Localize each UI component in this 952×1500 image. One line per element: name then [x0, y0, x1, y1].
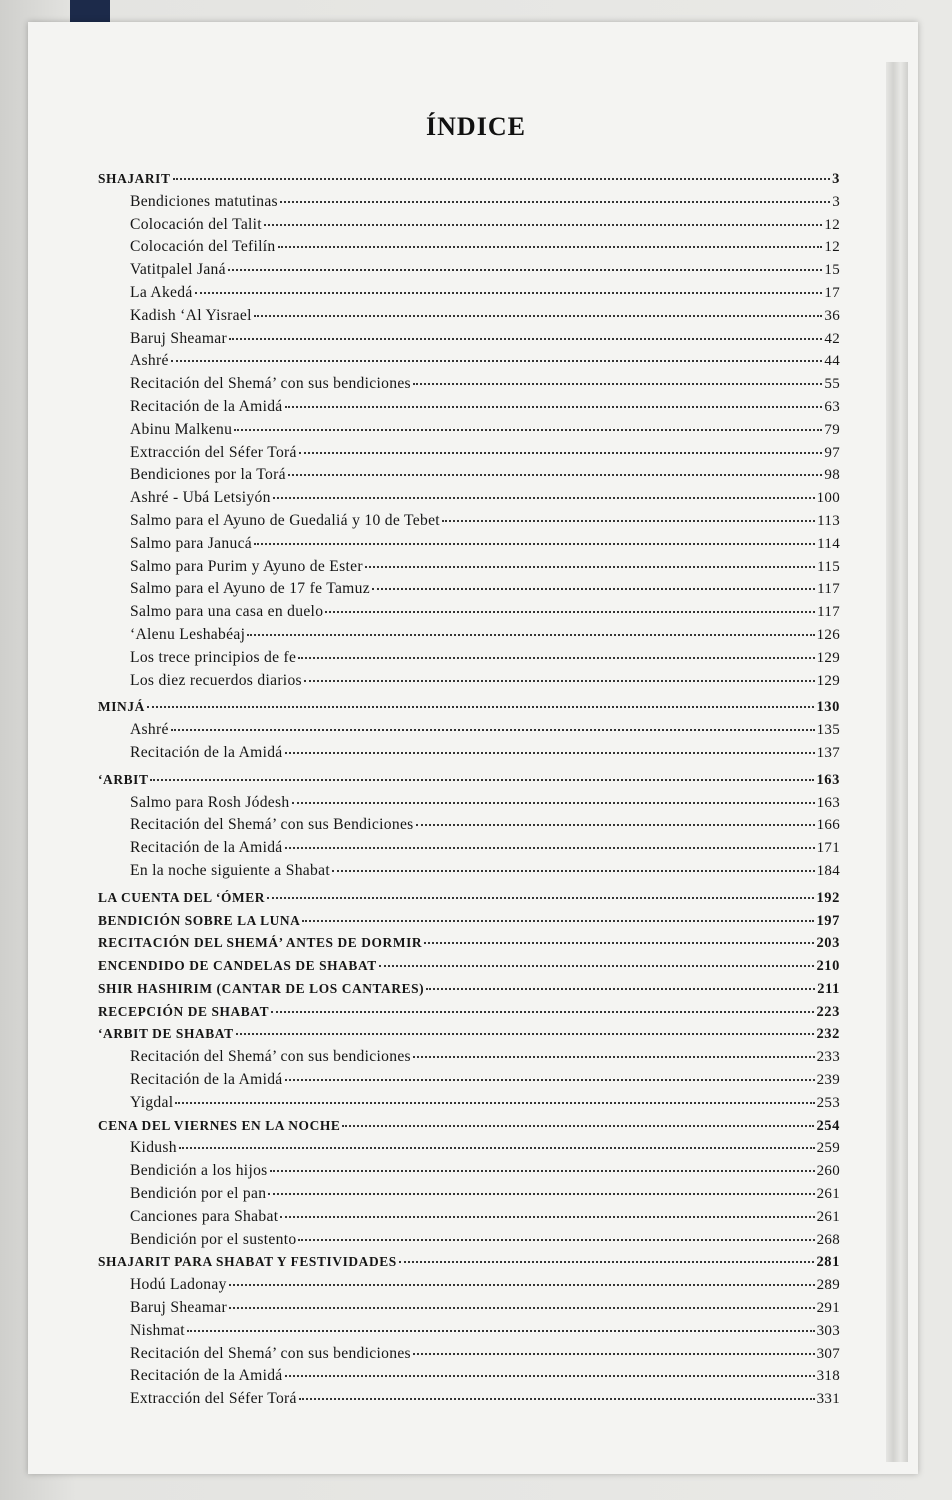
dot-leader	[288, 473, 823, 476]
toc-page-number: 100	[816, 490, 840, 507]
toc-entry-label: Bendiciones por la Torá	[130, 466, 286, 484]
dot-leader	[254, 542, 815, 545]
toc-entry-row	[98, 487, 840, 510]
toc-entry-label: Kadish ‘Al Yisrael	[130, 306, 252, 324]
dot-leader	[280, 1215, 814, 1218]
toc-entry-label: Bendición a los hijos	[130, 1162, 268, 1180]
toc-entry-row	[98, 624, 840, 647]
toc-page-number: 135	[816, 722, 840, 739]
dot-leader	[179, 1146, 815, 1149]
toc-section-row	[98, 769, 840, 792]
toc-entry-label: Los trece principios de fe	[130, 648, 297, 666]
toc-section-row	[98, 978, 840, 1001]
dot-leader	[273, 496, 815, 499]
toc-entry-row	[98, 1274, 840, 1297]
toc-page-number: 42	[824, 330, 840, 347]
toc-entry-label: RECITACIÓN DEL SHEMÁ’ ANTES DE DORMIR	[98, 935, 423, 951]
toc-entry-row	[98, 1183, 840, 1206]
toc-entry-label: Salmo para el Ayuno de Guedaliá y 10 de Tebet	[130, 511, 440, 529]
toc-page-number: 3	[832, 193, 840, 210]
toc-page-number: 117	[817, 604, 840, 621]
toc-entry-label: ENCENDIDO DE CANDELAS DE SHABAT	[98, 958, 377, 974]
dot-leader	[302, 919, 814, 922]
toc-entry-row	[98, 419, 840, 442]
dot-leader	[254, 314, 823, 317]
toc-page-number: 268	[816, 1231, 840, 1248]
toc-entry-row	[98, 214, 840, 237]
toc-entry-label: Baruj Sheamar	[130, 1299, 227, 1317]
dot-leader	[292, 801, 815, 804]
toc-page-number: 44	[824, 353, 840, 370]
toc-entry-row	[98, 350, 840, 373]
toc-page-number: 303	[816, 1322, 840, 1339]
toc-entry-label: SHAJARIT PARA SHABAT Y FESTIVIDADES	[98, 1254, 397, 1270]
toc-page-number: 254	[816, 1117, 840, 1134]
toc-page-number: 184	[816, 862, 840, 879]
toc-page-number: 197	[816, 912, 840, 929]
toc-page-number: 166	[816, 817, 840, 834]
toc-entry-label: Kidush	[130, 1139, 177, 1157]
toc-entry-label: ‘Alenu Leshabéaj	[130, 625, 246, 643]
toc-entry-row	[98, 1206, 840, 1229]
toc-entry-label: Abinu Malkenu	[130, 420, 233, 438]
toc-entry-row	[98, 742, 840, 765]
dot-leader	[304, 679, 815, 682]
toc-entry-label: Ashré - Ubá Letsiyón	[130, 489, 271, 507]
toc-section-row	[98, 910, 840, 933]
toc-page-number: 223	[816, 1003, 840, 1020]
toc-page-number: 239	[816, 1072, 840, 1089]
dot-leader	[229, 1283, 815, 1286]
toc-page-number: 97	[824, 444, 840, 461]
dot-leader	[234, 428, 822, 431]
toc-entry-label: Colocación del Tefilín	[130, 238, 276, 256]
toc-entry-label: Yigdal	[130, 1093, 174, 1111]
toc-entry-row	[98, 670, 840, 693]
toc-section-row	[98, 1001, 840, 1024]
toc-page-number: 3	[832, 171, 840, 187]
toc-page-number: 79	[824, 421, 840, 438]
toc-entry-row	[98, 814, 840, 837]
toc-entry-row	[98, 1092, 840, 1115]
toc-entry-label: LA CUENTA DEL ‘ÓMER	[98, 889, 266, 905]
dot-leader	[285, 405, 823, 408]
toc-entry-label: RECEPCIÓN DE SHABAT	[98, 1003, 270, 1019]
dot-leader	[413, 382, 822, 385]
toc-entry-row	[98, 860, 840, 883]
toc-entry-label: Salmo para una casa en duelo	[130, 603, 324, 621]
toc-entry-label: Recitación de la Amidá	[130, 839, 283, 857]
toc-page-number: 318	[816, 1368, 840, 1385]
table-of-contents	[98, 168, 840, 1411]
toc-entry-label: Recitación del Shemá’ con sus bendiciones	[130, 375, 411, 393]
toc-entry-label: Recitación de la Amidá	[130, 1367, 283, 1385]
dot-leader	[247, 633, 814, 636]
toc-entry-label: Extracción del Séfer Torá	[130, 443, 297, 461]
toc-page-number: 98	[824, 467, 840, 484]
dot-leader	[267, 896, 814, 899]
toc-entry-label: Canciones para Shabat	[130, 1207, 279, 1225]
toc-page-number: 307	[816, 1345, 840, 1362]
toc-entry-row	[98, 647, 840, 670]
toc-page-number: 137	[816, 744, 840, 761]
dot-leader	[399, 1260, 815, 1263]
dot-leader	[298, 656, 814, 659]
toc-entry-row	[98, 1069, 840, 1092]
dot-leader	[285, 1374, 815, 1377]
toc-entry-label: Recitación de la Amidá	[130, 1071, 283, 1089]
toc-entry-label: Recitación del Shemá’ con sus bendiciones	[130, 1048, 411, 1066]
dot-leader	[365, 565, 815, 568]
dot-leader	[147, 705, 815, 708]
toc-entry-label: Bendición por el sustento	[130, 1230, 297, 1248]
toc-entry-row	[98, 533, 840, 556]
dot-leader	[173, 177, 831, 180]
toc-entry-row	[98, 837, 840, 860]
toc-entry-row	[98, 578, 840, 601]
toc-page-number: 130	[816, 699, 840, 716]
toc-entry-label: Salmo para Rosh Jódesh	[130, 793, 290, 811]
toc-entry-row	[98, 1229, 840, 1252]
toc-entry-row	[98, 1046, 840, 1069]
toc-page-number: 253	[816, 1094, 840, 1111]
toc-entry-row	[98, 510, 840, 533]
dot-leader	[379, 964, 815, 967]
toc-page-number: 55	[824, 376, 840, 393]
toc-entry-row	[98, 282, 840, 305]
toc-entry-row	[98, 1160, 840, 1183]
toc-entry-row	[98, 464, 840, 487]
toc-page-number: 261	[816, 1208, 840, 1225]
toc-entry-label: BENDICIÓN SOBRE LA LUNA	[98, 912, 301, 928]
dot-leader	[171, 728, 815, 731]
toc-page-number: 331	[816, 1391, 840, 1408]
toc-entry-label: SHIR HASHIRIM (CANTAR DE LOS CANTARES)	[98, 980, 425, 996]
toc-page-number: 126	[816, 626, 840, 643]
toc-entry-row	[98, 236, 840, 259]
toc-entry-row	[98, 1137, 840, 1160]
toc-entry-label: Salmo para Janucá	[130, 534, 253, 552]
toc-page-number: 63	[824, 398, 840, 415]
dot-leader	[299, 1397, 815, 1400]
toc-entry-row	[98, 442, 840, 465]
dot-leader	[280, 200, 830, 203]
dot-leader	[372, 587, 815, 590]
toc-entry-label: Bendiciones matutinas	[130, 192, 278, 210]
toc-page-number: 12	[824, 216, 840, 233]
toc-entry-row	[98, 1343, 840, 1366]
toc-entry-row	[98, 719, 840, 742]
dot-leader	[271, 1010, 814, 1013]
dot-leader	[299, 451, 823, 454]
toc-entry-row	[98, 1388, 840, 1411]
toc-page-number: 36	[824, 307, 840, 324]
dot-leader	[298, 1238, 814, 1241]
toc-entry-label: Vatitpalel Janá	[130, 261, 226, 279]
toc-page-number: 163	[816, 771, 840, 788]
toc-page-number: 12	[824, 239, 840, 256]
dot-leader	[285, 751, 815, 754]
page-stack-edge	[886, 62, 908, 1462]
toc-page-number: 211	[817, 980, 840, 997]
toc-page-number: 259	[816, 1140, 840, 1157]
toc-entry-label: ‘ARBIT	[98, 771, 149, 787]
dot-leader	[325, 610, 815, 613]
toc-section-row	[98, 696, 840, 719]
toc-page-number: 210	[816, 958, 840, 975]
toc-entry-row	[98, 305, 840, 328]
dot-leader	[332, 869, 815, 872]
toc-page-number: 114	[817, 535, 840, 552]
dot-leader	[270, 1169, 815, 1172]
toc-entry-row	[98, 1320, 840, 1343]
toc-page-number: 233	[816, 1049, 840, 1066]
toc-entry-row	[98, 601, 840, 624]
toc-page-number: 17	[824, 284, 840, 301]
toc-entry-label: MINJÁ	[98, 699, 145, 715]
toc-entry-row	[98, 259, 840, 282]
toc-page-number: 115	[817, 558, 840, 575]
toc-entry-label: Recitación del Shemá’ con sus Bendiciones	[130, 816, 414, 834]
toc-entry-label: Recitación del Shemá’ con sus bendiciones	[130, 1344, 411, 1362]
dot-leader	[413, 1352, 815, 1355]
toc-section-row	[98, 168, 840, 191]
toc-page-number: 203	[816, 935, 840, 952]
toc-entry-label: Ashré	[130, 721, 169, 739]
toc-entry-label: Salmo para el Ayuno de 17 fe Tamuz	[130, 580, 370, 598]
toc-section-row	[98, 955, 840, 978]
toc-page-number: 129	[816, 649, 840, 666]
toc-page-number: 171	[816, 840, 840, 857]
toc-page-number: 291	[816, 1300, 840, 1317]
dot-leader	[424, 941, 814, 944]
toc-entry-label: Baruj Sheamar	[130, 329, 227, 347]
toc-entry-label: Nishmat	[130, 1321, 185, 1339]
toc-page-number: 281	[816, 1254, 840, 1271]
toc-section-row	[98, 1023, 840, 1046]
toc-entry-row	[98, 396, 840, 419]
toc-page-number: 163	[816, 794, 840, 811]
dot-leader	[236, 1032, 815, 1035]
toc-entry-label: Bendición por el pan	[130, 1185, 267, 1203]
toc-page-number: 129	[816, 672, 840, 689]
toc-entry-row	[98, 191, 840, 214]
dot-leader	[285, 1078, 815, 1081]
toc-page-number: 113	[817, 512, 840, 529]
toc-entry-label: SHAJARIT	[98, 171, 171, 186]
toc-page-number: 15	[824, 262, 840, 279]
dot-leader	[187, 1329, 815, 1332]
toc-section-row	[98, 1251, 840, 1274]
toc-page-number: 117	[817, 581, 840, 598]
toc-entry-label: La Akedá	[130, 283, 193, 301]
toc-entry-label: Extracción del Séfer Torá	[130, 1390, 297, 1408]
dot-leader	[195, 291, 823, 294]
toc-page-number: 232	[816, 1026, 840, 1043]
toc-section-row	[98, 932, 840, 955]
dot-leader	[228, 268, 823, 271]
dot-leader	[285, 846, 815, 849]
dot-leader	[268, 1192, 814, 1195]
toc-page-number: 289	[816, 1277, 840, 1294]
dot-leader	[278, 245, 823, 248]
dot-leader	[264, 223, 822, 226]
toc-entry-label: Ashré	[130, 352, 169, 370]
dot-leader	[416, 823, 815, 826]
toc-entry-label: ‘ARBIT DE SHABAT	[98, 1026, 234, 1042]
toc-page-number: 260	[816, 1163, 840, 1180]
dot-leader	[426, 987, 815, 990]
toc-entry-row	[98, 1365, 840, 1388]
toc-entry-label: En la noche siguiente a Shabat	[130, 861, 330, 879]
toc-entry-label: CENA DEL VIERNES EN LA NOCHE	[98, 1117, 341, 1133]
dot-leader	[171, 359, 823, 362]
toc-page-number: 261	[816, 1186, 840, 1203]
dot-leader	[229, 337, 822, 340]
dot-leader	[175, 1101, 814, 1104]
toc-entry-label: Recitación de la Amidá	[130, 743, 283, 761]
dot-leader	[342, 1124, 814, 1127]
toc-section-row	[98, 887, 840, 910]
dot-leader	[150, 778, 814, 781]
toc-entry-row	[98, 556, 840, 579]
toc-entry-row	[98, 1297, 840, 1320]
dot-leader	[413, 1055, 815, 1058]
toc-entry-row	[98, 373, 840, 396]
toc-entry-label: Los diez recuerdos diarios	[130, 671, 302, 689]
toc-entry-label: Recitación de la Amidá	[130, 397, 283, 415]
toc-entry-row	[98, 792, 840, 815]
dot-leader	[442, 519, 815, 522]
toc-entry-label: Hodú Ladonay	[130, 1276, 227, 1294]
toc-entry-label: Salmo para Purim y Ayuno de Ester	[130, 557, 363, 575]
dot-leader	[229, 1306, 815, 1309]
toc-section-row	[98, 1115, 840, 1138]
toc-page-number: 192	[816, 889, 840, 906]
toc-entry-label: Colocación del Talit	[130, 215, 262, 233]
page-title: ÍNDICE	[426, 112, 526, 141]
toc-entry-row	[98, 328, 840, 351]
